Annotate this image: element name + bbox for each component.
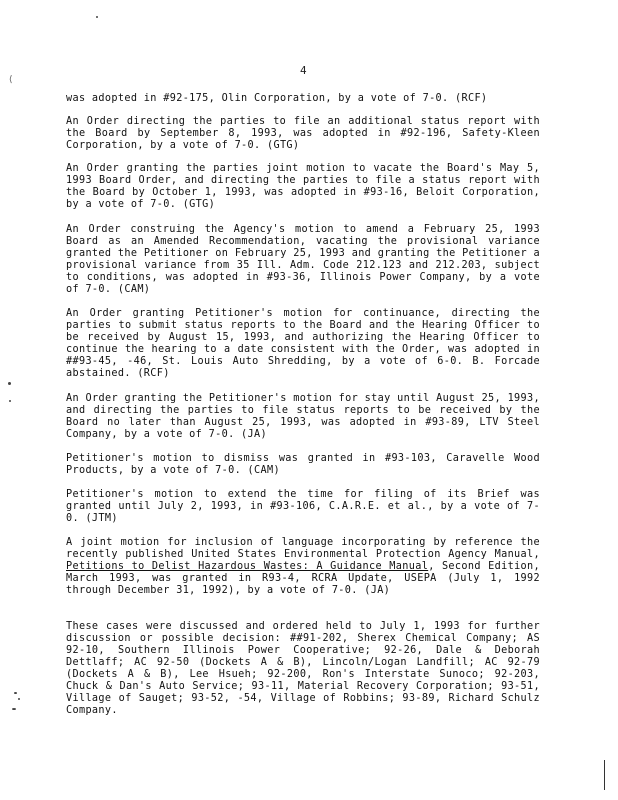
scan-speck — [9, 400, 11, 402]
page-number: 4 — [300, 64, 307, 77]
rcra-text-before: A joint motion for inclusion of language incorporating by reference the recently published United States Environmental Protection Agency Manual, — [66, 537, 540, 560]
paragraph-care: Petitioner's motion to extend the time for filing of its Brief was granted until July 2, 1993, in #93-106, C.A.R.E. et al., by a vote of 7-0. (JTM) — [66, 489, 540, 524]
scan-speck — [18, 698, 20, 700]
scan-speck — [8, 382, 11, 385]
paragraph-safety-kleen: An Order directing the parties to file an additional status report with the Board by September 8, 1993, was adopted in #92-196, Safety-Kleen Corporation, by a vote of 7-0. (GTG) — [66, 116, 540, 151]
scan-speck — [12, 708, 16, 710]
scan-speck — [96, 16, 98, 18]
scan-edge-line — [604, 760, 605, 790]
paragraph-olin: was adopted in #92-175, Olin Corporation, by a vote of 7-0. (RCF) — [66, 93, 488, 104]
scan-mark-top-left: ⟨ — [8, 75, 14, 85]
paragraph-st-louis-auto: An Order granting Petitioner's motion for continuance, directing the parties to submit status reports to the Board and the Hearing Officer to be received by August 15, 1993, and authorizing the Hearing Officer to continue the hearing to a date consistent with the Order, was adopted in ##93-45, -46, St. Louis Auto Shredding, by a vote of 6-0. B. Forcade abstained. (RCF) — [66, 308, 540, 379]
paragraph-beloit: An Order granting the parties joint motion to vacate the Board's May 5, 1993 Board Order, and directing the parties to file a status report with the Board by October 1, 1993, was adopted in #93-16, Beloit Corporation, by a vote of 7-0. (GTG) — [66, 163, 540, 210]
paragraph-rcra-update — [66, 537, 540, 597]
scan-speck — [14, 692, 17, 694]
guidance-manual-title: Petitions to Delist Hazardous Wastes: A Guidance Manual — [66, 561, 429, 572]
paragraph-caravelle: Petitioner's motion to dismiss was granted in #93-103, Caravelle Wood Products, by a vote of 7-0. (CAM) — [66, 453, 540, 476]
paragraph-illinois-power: An Order construing the Agency's motion to amend a February 25, 1993 Board as an Amended Recommendation, vacating the provisional variance granted the Petitioner on February 25, 1993 and granting the Petitioner a provisional variance from 35 Ill. Adm. Code 212.123 and 212.203, subject to conditions, was adopted in #93-36, Illinois Power Company, by a vote of 7-0. (CAM) — [66, 224, 540, 295]
rcra-text-after: , Second Edition, March 1993, was granted in R93-4, RCRA Update, USEPA (July 1, 1992 through December 31, 1992), by a vote of 7-0. (JA) — [66, 561, 541, 596]
paragraph-held-cases: These cases were discussed and ordered held to July 1, 1993 for further discussion or possible decision: ##91-202, Sherex Chemical Company; AS 92-10, Southern Illinois Power Cooperative; 92-26, Dale & Deborah Dettlaff; AC 92-50 (Dockets A & B), Lincoln/Logan Landfill; AC 92-79 (Dockets A & B), Lee Hsueh; 92-200, Ron's Interstate Sunoco; 92-203, Chuck & Dan's Auto Service; 93-11, Material Recovery Corporation; 93-51, Village of Sauget; 93-52, -54, Village of Robbins; 93-89, Richard Schulz Company. — [66, 621, 540, 716]
paragraph-ltv-steel: An Order granting the Petitioner's motion for stay until August 25, 1993, and directing the parties to file status reports to be received by the Board no later than August 25, 1993, was adopted in #93-89, LTV Steel Company, by a vote of 7-0. (JA) — [66, 393, 540, 440]
